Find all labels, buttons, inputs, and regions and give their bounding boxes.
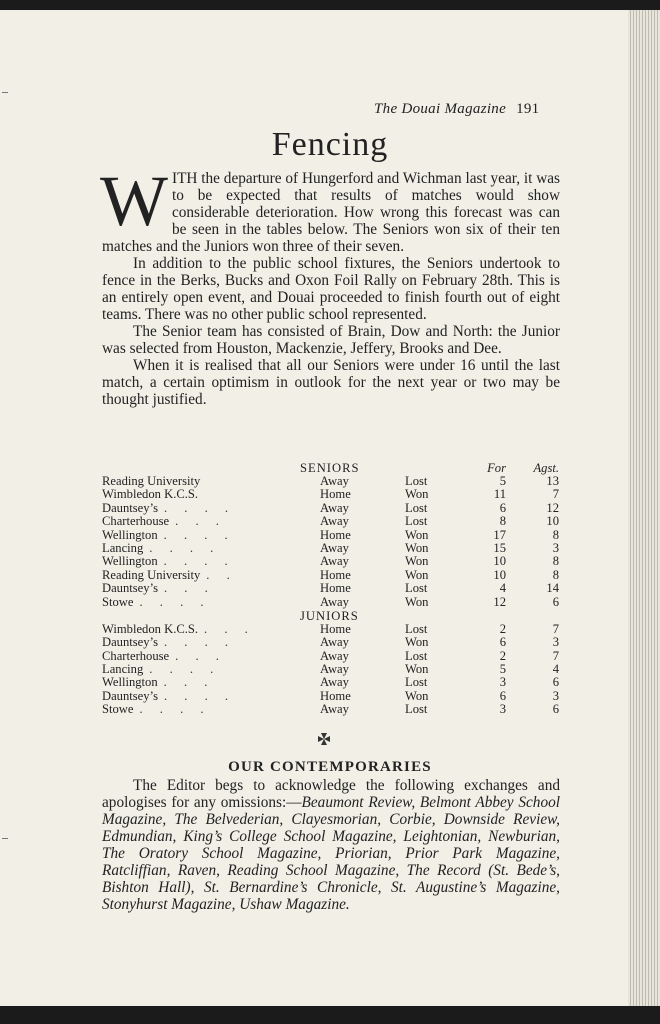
result: Lost — [405, 500, 428, 515]
team-name: Reading University — [102, 474, 201, 488]
leader-dots: . . . — [175, 514, 219, 529]
score-against: 14 — [546, 581, 559, 596]
venue: Away — [320, 662, 349, 677]
leader-dots: . . . — [163, 675, 208, 690]
score-for: 4 — [499, 581, 506, 596]
leader-dots: . . . — [204, 621, 248, 636]
score-for: 17 — [493, 527, 506, 542]
score-for: 6 — [499, 500, 506, 515]
score-against: 3 — [552, 540, 559, 555]
article-body — [100, 161, 560, 408]
result: Won — [405, 540, 429, 555]
venue: Away — [320, 514, 349, 529]
result: Won — [405, 527, 429, 542]
result: Won — [405, 688, 429, 703]
paragraph: ITH the departure of Hungerford and Wichman last year, it was to be expected that results of matches would show considerable deterioration. How wrong this forecast was can be seen in the tables below. The Seniors won six of their ten matches and the Juniors won three of their seven. — [102, 170, 560, 255]
contemporaries-body — [102, 777, 560, 913]
score-for: 11 — [493, 487, 506, 502]
result: Lost — [405, 702, 428, 717]
table-row — [102, 596, 562, 609]
score-against: 12 — [546, 500, 559, 515]
score-against: 6 — [552, 702, 559, 717]
venue: Away — [320, 675, 349, 690]
table-row — [102, 555, 562, 568]
margin-mark — [2, 838, 8, 839]
team-name: Wellington — [102, 675, 158, 690]
score-against: 10 — [546, 514, 559, 529]
table-row — [102, 475, 562, 488]
team-name: Wimbledon K.C.S. — [102, 621, 199, 636]
score-against: 3 — [552, 635, 559, 650]
team-name: Wellington — [102, 527, 158, 542]
team-name: Dauntsey’s — [102, 581, 158, 596]
result: Lost — [405, 581, 428, 596]
table-row — [102, 676, 562, 689]
running-head — [374, 101, 539, 118]
team-name: Reading University — [102, 567, 201, 582]
team-name: Stowe — [102, 702, 134, 717]
leader-dots: . . . . — [163, 500, 229, 515]
table-row — [102, 636, 562, 649]
score-for: 3 — [499, 675, 506, 690]
cross-ornament-icon — [317, 732, 331, 746]
team-name: Dauntsey’s — [102, 635, 158, 650]
venue: Home — [320, 567, 351, 582]
venue: Home — [320, 688, 351, 703]
leader-dots: . . . — [175, 648, 219, 663]
team-name: Dauntsey’s — [102, 500, 158, 515]
table-row — [102, 502, 562, 515]
leader-dots: . . . . — [149, 540, 214, 555]
team-name: Dauntsey’s — [102, 688, 158, 703]
team-name: Stowe — [102, 594, 134, 609]
leader-dots: . . . . — [139, 702, 204, 717]
score-against: 3 — [552, 688, 559, 703]
venue: Away — [320, 540, 349, 555]
leader-dots: . . . . — [139, 594, 204, 609]
score-for: 2 — [499, 648, 506, 663]
venue: Away — [320, 554, 349, 569]
leader-dots: . . . . — [163, 527, 228, 542]
result: Won — [405, 635, 429, 650]
col-for-header: For — [487, 461, 506, 475]
team-name: Wellington — [102, 554, 158, 569]
venue: Home — [320, 527, 351, 542]
result: Won — [405, 594, 429, 609]
table-row — [102, 542, 562, 555]
score-against: 6 — [552, 594, 559, 609]
score-for: 15 — [493, 540, 506, 555]
team-name: Lancing — [102, 540, 144, 555]
seniors-header-row — [102, 461, 562, 475]
score-for: 12 — [493, 594, 506, 609]
team-name: Lancing — [102, 662, 144, 677]
score-for: 8 — [499, 514, 506, 529]
margin-mark — [2, 92, 8, 93]
score-against: 8 — [552, 567, 559, 582]
table-row — [102, 488, 562, 501]
score-for: 6 — [499, 635, 506, 650]
venue: Away — [320, 474, 349, 488]
score-for: 10 — [493, 554, 506, 569]
score-against: 7 — [552, 648, 559, 663]
leader-dots: . . . — [163, 581, 208, 596]
team-name: Charterhouse — [102, 514, 170, 529]
leader-dots: . . . . — [163, 688, 229, 703]
venue: Away — [320, 635, 349, 650]
team-name: Charterhouse — [102, 648, 170, 663]
table-row — [102, 663, 562, 676]
result: Won — [405, 487, 429, 502]
table-row — [102, 582, 562, 595]
table-row — [102, 690, 562, 703]
table-row — [102, 529, 562, 542]
juniors-heading: JUNIORS — [300, 608, 359, 623]
score-for: 5 — [499, 662, 506, 677]
page-number: 191 — [516, 101, 540, 117]
col-agst-header: Agst. — [533, 461, 559, 475]
seniors-rows — [102, 475, 562, 609]
score-for: 10 — [493, 567, 506, 582]
table-row — [102, 569, 562, 582]
table-row — [102, 515, 562, 528]
venue: Home — [320, 581, 351, 596]
venue: Away — [320, 702, 349, 717]
score-for: 6 — [499, 688, 506, 703]
result: Lost — [405, 621, 428, 636]
article-title: Fencing — [271, 126, 389, 163]
leader-dots: . . — [206, 567, 230, 582]
magazine-title: The Douai Magazine — [374, 101, 507, 117]
leader-dots: . . . . — [163, 635, 229, 650]
score-against: 4 — [552, 662, 559, 677]
team-name: Wimbledon K.C.S. — [102, 487, 199, 502]
table-row — [102, 703, 562, 716]
venue: Home — [320, 621, 351, 636]
paragraph: The Senior team has consisted of Brain, Dow and North: the Junior was selected from Houston, Mackenzie, Jeffery, Brooks and Dee. — [102, 323, 560, 357]
score-for: 3 — [499, 702, 506, 717]
score-for: 2 — [499, 621, 506, 636]
score-against: 8 — [552, 554, 559, 569]
result: Lost — [405, 514, 428, 529]
contemporaries-lead: The Editor begs to acknowledge the following exchanges and apologises for any omissions:— — [102, 777, 560, 811]
leader-dots: . . . . — [149, 662, 214, 677]
exchange-list: Beaumont Review, Belmont Abbey School Magazine, The Belvederian, Clayesmorian, Corbie, Downside Review, Edmundian, King’s College School Magazine, Leightonian, Newburian, The Oratory School Magazine, Priorian, Prior Park Magazine, Ratcliffian, Raven, Reading School Magazine, The Record (St. Bede’s, Bishton Hall), St. Bernardine’s Chronicle, St. Augustine’s Magazine, Stonyhurst Magazine, Ushaw Magazine. — [102, 794, 560, 913]
score-against: 7 — [552, 487, 559, 502]
score-against: 7 — [552, 621, 559, 636]
venue: Away — [320, 594, 349, 609]
venue: Home — [320, 487, 351, 502]
result: Won — [405, 662, 429, 677]
score-against: 13 — [546, 474, 559, 488]
paragraph: When it is realised that all our Seniors were under 16 until the last match, a certain optimism in outlook for the next year or two may be thought justified. — [102, 357, 560, 408]
score-for: 5 — [499, 474, 506, 488]
result: Lost — [405, 675, 428, 690]
result: Won — [405, 567, 429, 582]
score-against: 6 — [552, 675, 559, 690]
table-row — [102, 650, 562, 663]
table-row — [102, 623, 562, 636]
venue: Away — [320, 648, 349, 663]
juniors-header-row — [102, 609, 562, 623]
contemporaries-heading: OUR CONTEMPORARIES — [228, 759, 432, 775]
paragraph: In addition to the public school fixtures, the Seniors undertook to fence in the Berks, Bucks and Oxon Foil Rally on February 28th. This is an entirely open event, and Douai proceeded to finish fourth out of eight teams. There was no other public school represented. — [102, 255, 560, 323]
venue: Away — [320, 500, 349, 515]
result: Lost — [405, 648, 428, 663]
leader-dots: . . . . — [163, 554, 228, 569]
juniors-rows — [102, 623, 562, 717]
seniors-heading: SENIORS — [300, 461, 360, 475]
result: Won — [405, 554, 429, 569]
drop-cap: W — [100, 161, 168, 241]
result: Lost — [405, 474, 428, 488]
score-against: 8 — [552, 527, 559, 542]
seniors-table — [102, 461, 562, 717]
